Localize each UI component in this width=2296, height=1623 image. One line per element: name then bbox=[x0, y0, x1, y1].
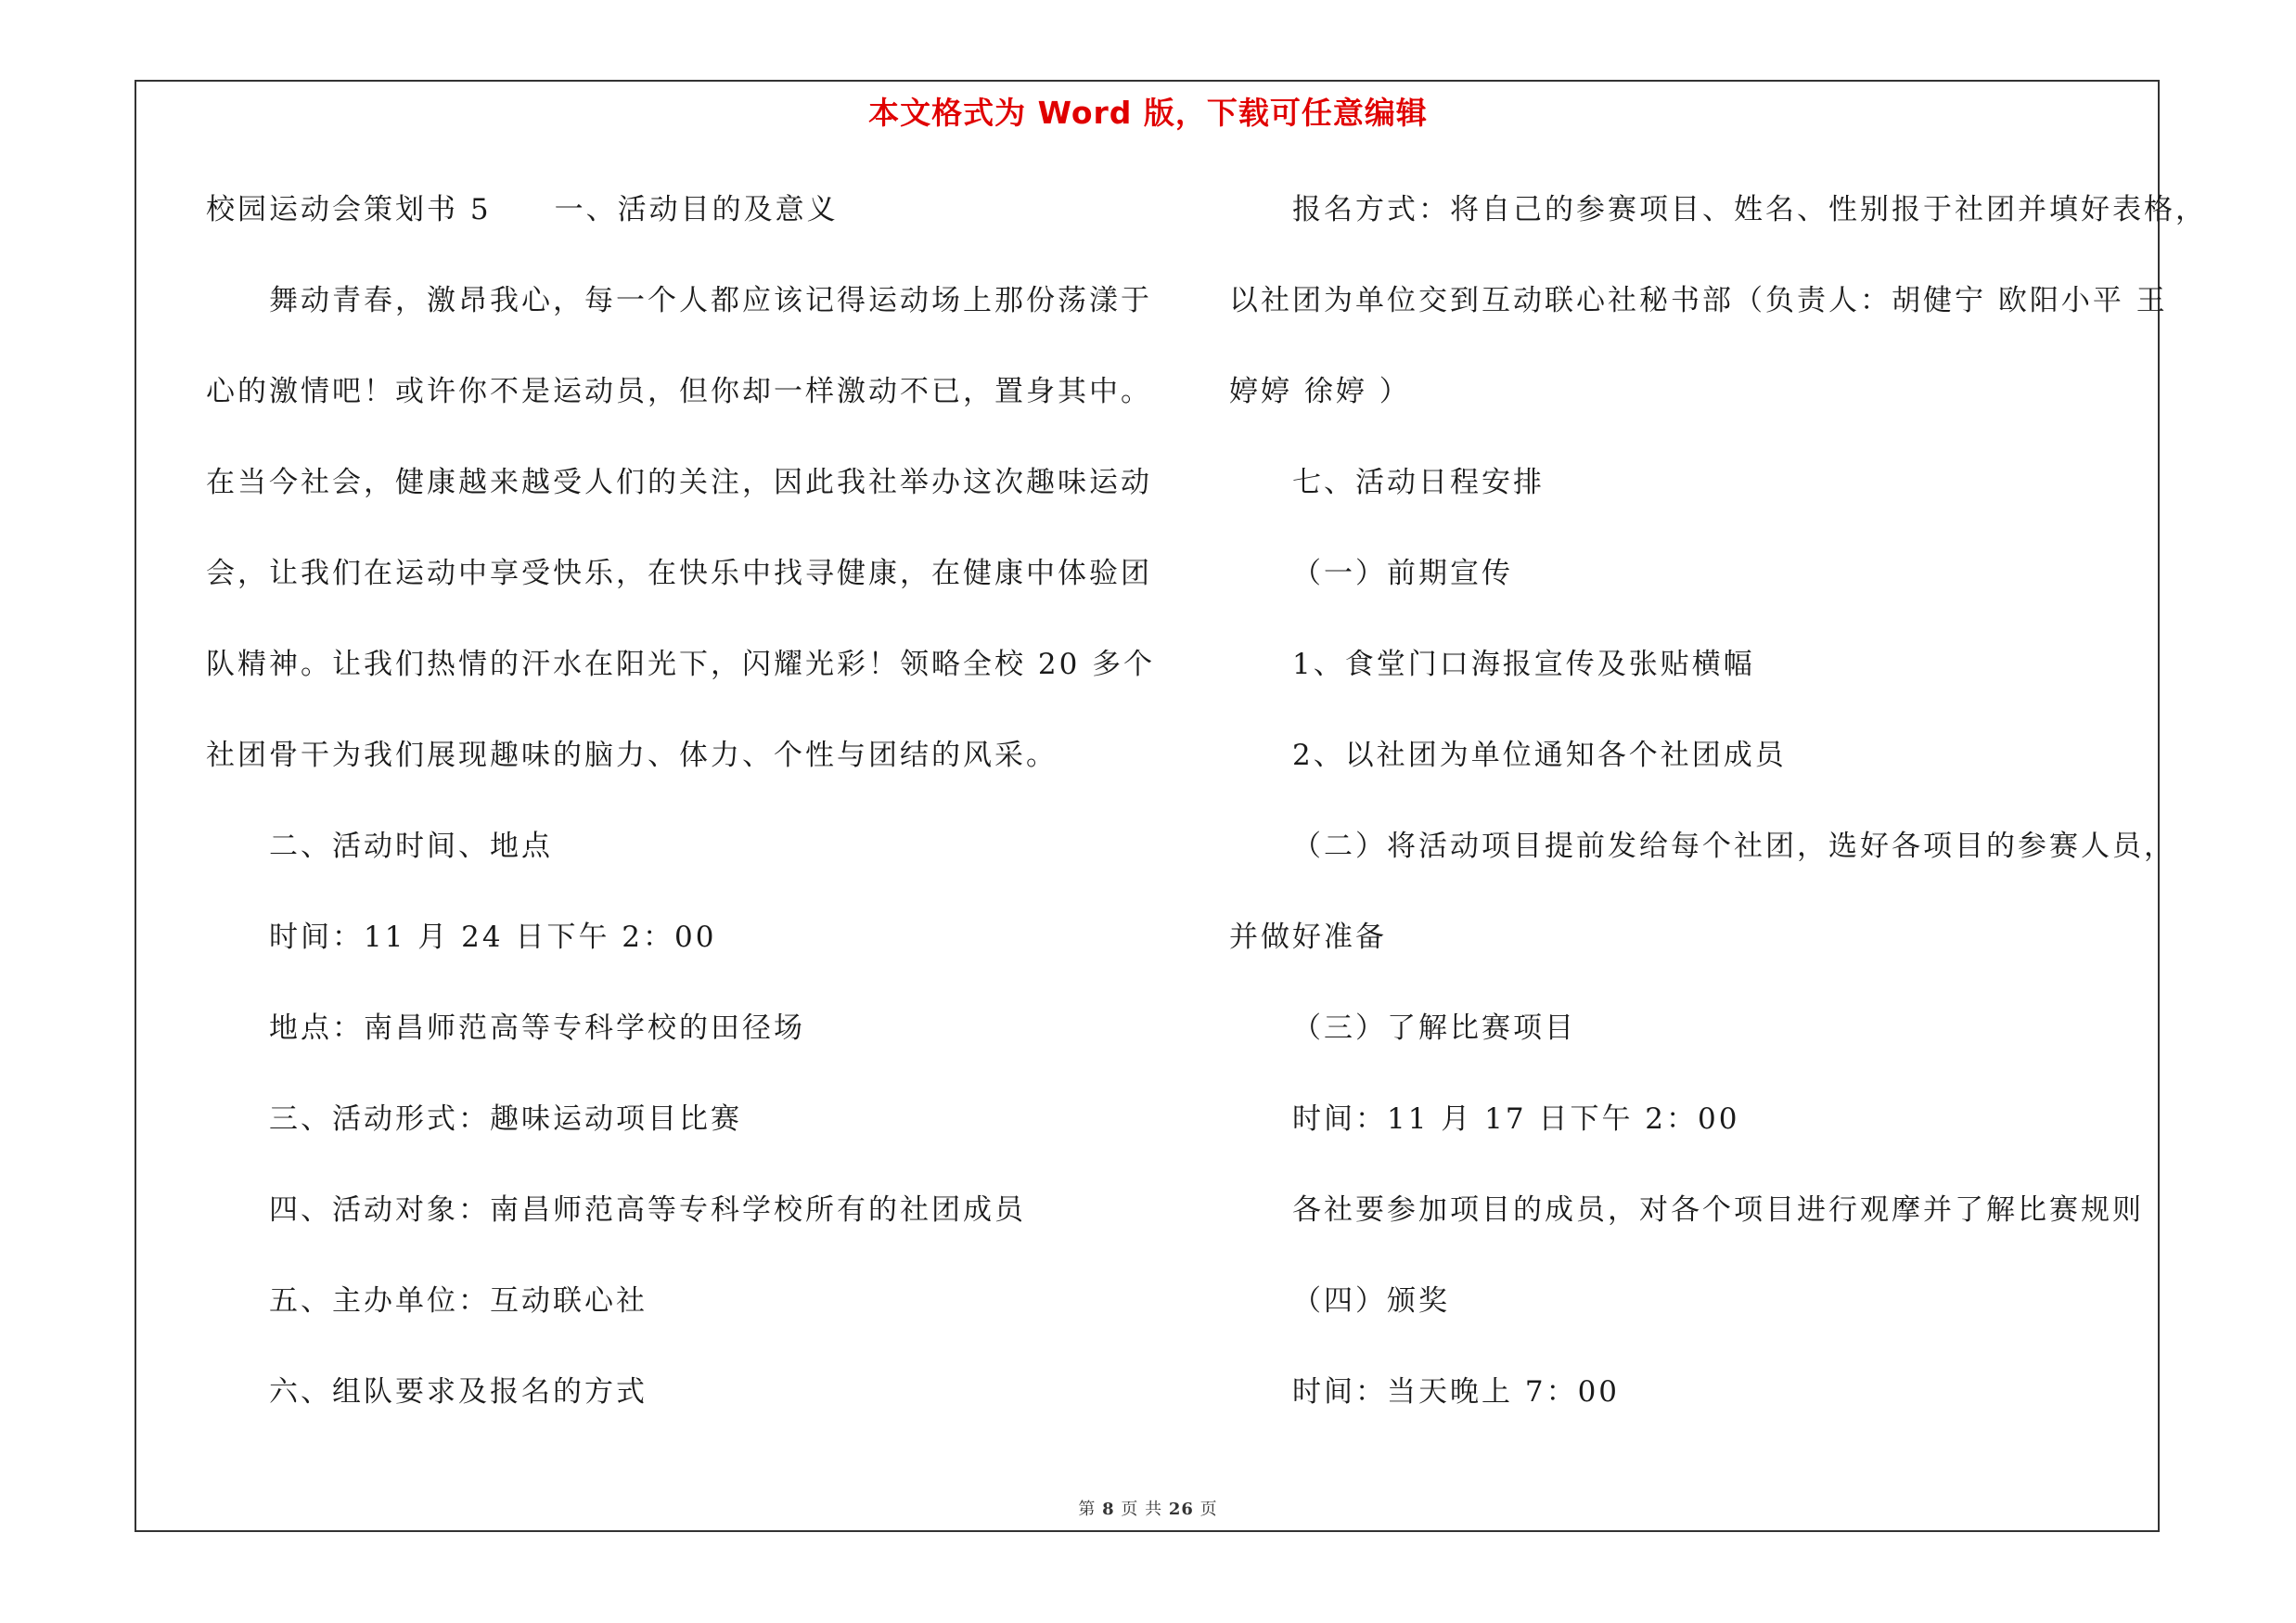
text-line: 社团骨干为我们展现趣味的脑力、体力、个性与团结的风采。 bbox=[206, 739, 1058, 772]
page-number-suffix: 页 bbox=[1199, 1500, 1218, 1519]
text-line: 校园运动会策划书 5 一、活动目的及意义 bbox=[206, 193, 839, 226]
text-line: 时间：11 月 24 日下午 2：00 bbox=[269, 921, 717, 954]
list-item: 1、食堂门口海报宣传及张贴横幅 bbox=[1292, 648, 1755, 681]
section-heading: 四、活动对象：南昌师范高等专科学校所有的社团成员 bbox=[269, 1193, 1026, 1227]
section-heading: 三、活动形式：趣味运动项目比赛 bbox=[269, 1102, 742, 1136]
page-number-prefix: 第 bbox=[1078, 1500, 1097, 1519]
text-line: 报名方式：将自己的参赛项目、姓名、性别报于社团并填好表格， bbox=[1292, 193, 2207, 226]
text-line: 以社团为单位交到互动联心社秘书部（负责人：胡健宁 欧阳小平 王 bbox=[1229, 284, 2168, 317]
list-item: 2、以社团为单位通知各个社团成员 bbox=[1292, 739, 1787, 772]
page-number-middle: 页 共 bbox=[1121, 1500, 1163, 1519]
page-number-total: 26 bbox=[1168, 1500, 1194, 1519]
subsection-heading: （一）前期宣传 bbox=[1292, 557, 1513, 590]
text-line: 心的激情吧！或许你不是运动员，但你却一样激动不已，置身其中。 bbox=[206, 375, 1152, 408]
text-line: 会，让我们在运动中享受快乐，在快乐中找寻健康，在健康中体验团 bbox=[206, 557, 1152, 590]
section-heading: 七、活动日程安排 bbox=[1292, 466, 1545, 499]
text-line: 舞动青春，激昂我心，每一个人都应该记得运动场上那份荡漾于 bbox=[269, 284, 1152, 317]
text-line: 并做好准备 bbox=[1229, 921, 1387, 954]
page-number bbox=[0, 1496, 2296, 1520]
text-line: 婷婷 徐婷 ） bbox=[1229, 375, 1411, 408]
subsection-heading: （二）将活动项目提前发给每个社团，选好各项目的参赛人员， bbox=[1292, 830, 2175, 863]
subsection-heading: （三）了解比赛项目 bbox=[1292, 1011, 1576, 1045]
section-heading: 五、主办单位：互动联心社 bbox=[269, 1284, 648, 1318]
text-line: 时间：当天晚上 7：00 bbox=[1292, 1375, 1621, 1409]
text-line: 地点：南昌师范高等专科学校的田径场 bbox=[269, 1011, 805, 1045]
section-heading: 六、组队要求及报名的方式 bbox=[269, 1375, 648, 1409]
page-number-current: 8 bbox=[1102, 1500, 1115, 1519]
text-line: 队精神。让我们热情的汗水在阳光下，闪耀光彩！领略全校 20 多个 bbox=[206, 648, 1156, 681]
subsection-heading: （四）颁奖 bbox=[1292, 1284, 1450, 1318]
section-heading: 二、活动时间、地点 bbox=[269, 830, 553, 863]
text-line: 时间：11 月 17 日下午 2：00 bbox=[1292, 1102, 1740, 1136]
text-line: 各社要参加项目的成员，对各个项目进行观摩并了解比赛规则 bbox=[1292, 1193, 2144, 1227]
document-banner: 本文格式为 Word 版，下载可任意编辑 bbox=[868, 95, 1428, 131]
text-line: 在当今社会，健康越来越受人们的关注，因此我社举办这次趣味运动 bbox=[206, 466, 1152, 499]
